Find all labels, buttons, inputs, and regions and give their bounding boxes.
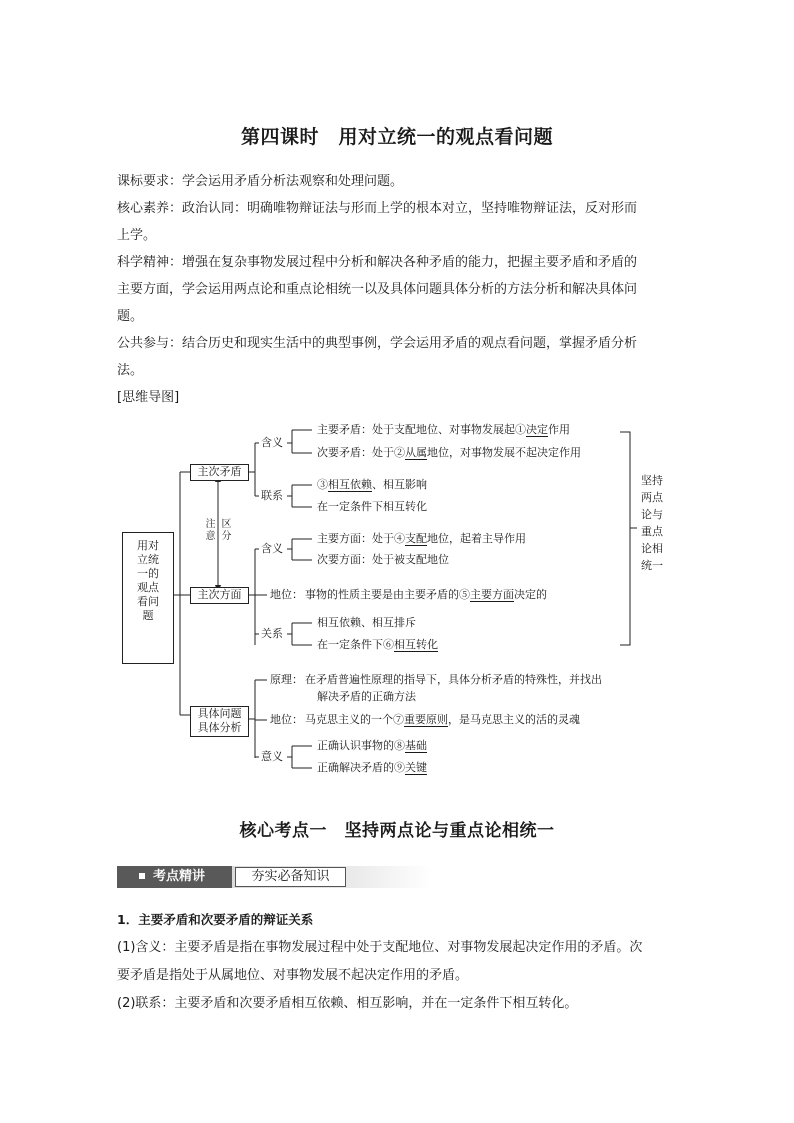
- intro-line: 法。: [117, 363, 144, 378]
- label-diwei: 地位：: [270, 713, 303, 726]
- mindmap-summary: 坚持 两点 论与 重点 论相 统一: [641, 474, 663, 572]
- section-banner: [117, 866, 432, 888]
- mindmap-label: [思维导图]: [117, 390, 180, 405]
- paragraph: 要矛盾是指处于从属地位、对事物发展不起决定作用的矛盾。: [117, 968, 469, 983]
- mindmap-line: 在一定条件下相互转化: [317, 500, 427, 513]
- intro-line: 题。: [117, 309, 144, 324]
- section-heading: 核心考点一 坚持两点论与重点论相统一: [239, 821, 555, 841]
- mindmap-line: 正确解决矛盾的⑨关键: [317, 761, 427, 774]
- intro-line: 主要方面，学会运用两点论和重点论相统一以及具体问题具体分析的方法分析和解决具体问: [117, 282, 638, 297]
- mindmap-line: 主要矛盾：处于支配地位、对事物发展起①决定作用: [317, 423, 570, 436]
- label-hanyi: 含义: [261, 436, 283, 449]
- mindmap-line: ③相互依赖、相互影响: [317, 478, 427, 491]
- intro-line: 课标要求：学会运用矛盾分析法观察和处理问题。: [117, 174, 404, 189]
- label-hanyi: 含义: [261, 542, 283, 555]
- mind-map: [115, 408, 675, 774]
- square-icon: [139, 873, 145, 879]
- node-main-secondary-contradiction: 主次矛盾: [190, 464, 249, 481]
- label-lianxi: 联系: [261, 489, 283, 502]
- paragraph: (1)含义：主要矛盾是指在事物发展过程中处于支配地位、对事物发展起决定作用的矛盾。次: [117, 940, 643, 955]
- note-qufen: 区 分: [221, 519, 232, 542]
- intro-line: 科学精神：增强在复杂事物发展过程中分析和解决各种矛盾的能力，把握主要矛盾和矛盾的: [117, 255, 638, 270]
- mindmap-line: 在一定条件下⑥相互转化: [317, 638, 438, 651]
- node-main-secondary-aspect: 主次方面: [190, 587, 249, 604]
- label-yiyi: 意义: [261, 750, 283, 763]
- intro-line: 核心素养：政治认同：明确唯物辩证法与形而上学的根本对立，坚持唯物辩证法，反对形而: [117, 201, 638, 216]
- note-zhuyi: 注 意: [205, 519, 216, 542]
- label-diwei: 地位：: [270, 588, 303, 601]
- subheading: 1．主要矛盾和次要矛盾的辩证关系: [117, 912, 314, 927]
- mindmap-line: 事物的性质主要是由主要矛盾的⑤主要方面决定的: [305, 588, 547, 601]
- mindmap-line: 解决矛盾的正确方法: [317, 690, 416, 703]
- banner-light-label: 夯实必备知识: [235, 867, 346, 887]
- mindmap-line: 相互依赖、相互排斥: [317, 616, 416, 629]
- section-body: [117, 906, 683, 1018]
- mindmap-line: 次要方面：处于被支配地位: [317, 553, 449, 566]
- mindmap-line: 正确认识事物的⑧基础: [317, 739, 427, 752]
- banner-dark-label: 考点精讲: [117, 866, 232, 888]
- label-yuanli: 原理：: [270, 673, 303, 686]
- page-title: 第四课时 用对立统一的观点看问题: [240, 126, 553, 148]
- mindmap-root: 用对 立统 一的 观点 看问 题: [122, 532, 174, 664]
- intro-line: 上学。: [117, 228, 157, 243]
- mindmap-line: 次要矛盾：处于②从属地位，对事物发展不起决定作用: [317, 446, 581, 459]
- paragraph: (2)联系：主要矛盾和次要矛盾相互依赖、相互影响，并在一定条件下相互转化。: [117, 996, 578, 1011]
- mindmap-line: 马克思主义的一个⑦重要原则，是马克思主义的活的灵魂: [305, 713, 580, 726]
- intro-line: 公共参与：结合历史和现实生活中的典型事例，学会运用矛盾的观点看问题，掌握矛盾分析: [117, 336, 638, 351]
- node-concrete-analysis: 具体问题 具体分析: [190, 706, 249, 737]
- label-guanxi: 关系: [261, 627, 283, 640]
- mindmap-line: 在矛盾普遍性原理的指导下，具体分析矛盾的特殊性，并找出: [305, 673, 602, 686]
- intro-block: [117, 168, 677, 411]
- mindmap-line: 主要方面：处于④支配地位，起着主导作用: [317, 532, 526, 545]
